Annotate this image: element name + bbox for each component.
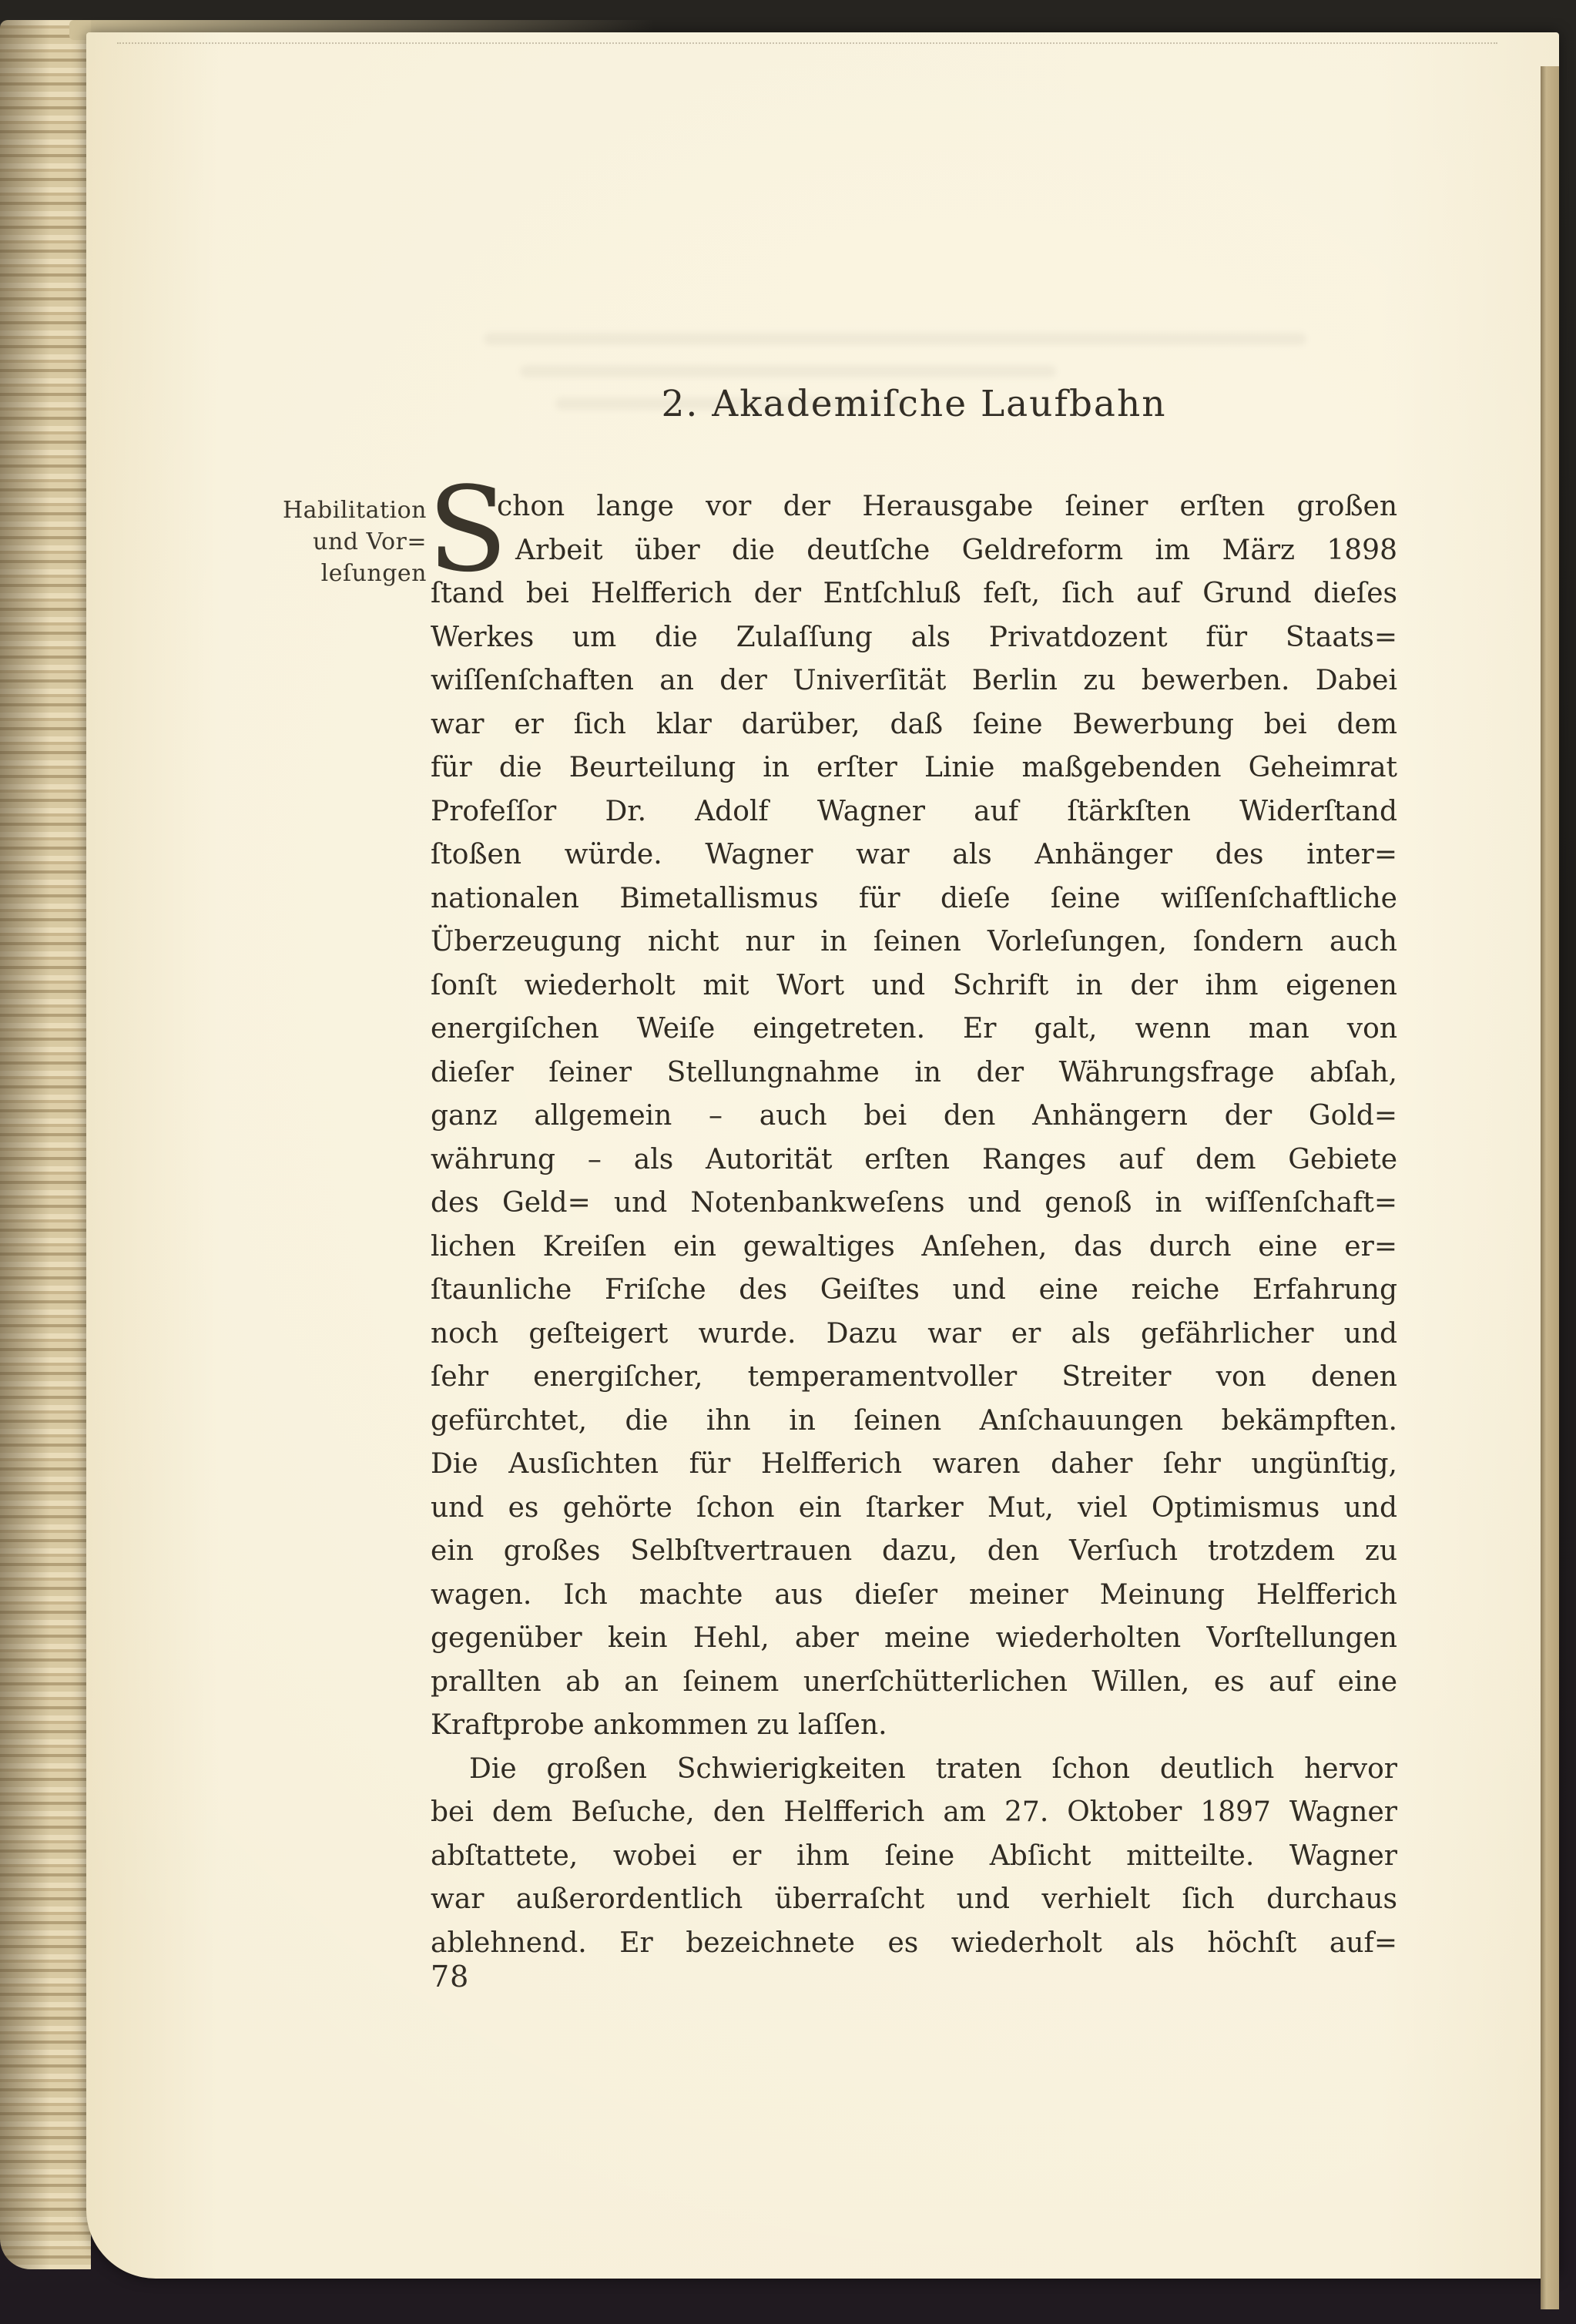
margin-note-line: leſungen xyxy=(320,560,427,587)
book-page xyxy=(86,32,1559,2279)
text-line: gegenüber kein Hehl, aber meine wiederholten Vorſtellungen xyxy=(431,1622,1397,1654)
text-line: lichen Kreiſen ein gewaltiges Anſehen, das durch eine er= xyxy=(431,1230,1397,1263)
text-line: noch geſteigert wurde. Dazu war er als gefährlicher und xyxy=(431,1317,1397,1350)
text-line: und es gehörte ſchon ein ſtarker Mut, viel Optimismus und xyxy=(431,1491,1397,1524)
text-line: Profeſſor Dr. Adolf Wagner auf ſtärkſten Widerſtand xyxy=(431,795,1397,827)
chapter-heading: 2. Akademiſche Laufbahn xyxy=(661,383,1167,425)
text-line: ein großes Selbſtvertrauen dazu, den Verſuch trotzdem zu xyxy=(431,1535,1397,1567)
text-line: energiſchen Weiſe eingetreten. Er galt, wenn man von xyxy=(431,1013,1397,1045)
text-line: ganz allgemein – auch bei den Anhängern der Gold= xyxy=(431,1100,1397,1132)
text-line: gefürchtet, die ihn in ſeinen Anſchauungen bekämpften. xyxy=(431,1404,1397,1437)
text-line: bei dem Beſuche, den Helfferich am 27. Oktober 1897 Wagner xyxy=(431,1796,1397,1828)
page-top-seam xyxy=(117,42,1497,44)
text-line: chon lange vor der Herausgabe ſeiner erſten großen xyxy=(497,491,1397,522)
text-line: wagen. Ich machte aus dieſer meiner Meinung Helfferich xyxy=(431,1578,1397,1611)
text-line: ſtaunliche Friſche des Geiſtes und eine reiche Erfahrung xyxy=(431,1274,1397,1306)
text-line: für die Beurteilung in erſter Linie maßgebenden Geheimrat xyxy=(431,752,1397,783)
text-line: Die Ausſichten für Helfferich waren daher ſehr ungünſtig, xyxy=(431,1448,1397,1480)
text-line: war er ſich klar darüber, daß ſeine Bewerbung bei dem xyxy=(431,708,1397,740)
text-line: Arbeit über die deutſche Geldreform im März 1898 xyxy=(515,534,1397,566)
text-line: dieſer ſeiner Stellungnahme in der Währungsfrage abſah, xyxy=(431,1056,1397,1088)
text-line: Kraftprobe ankommen zu laſſen. xyxy=(431,1709,887,1741)
text-line: ſonſt wiederholt mit Wort und Schrift in der ihm eigenen xyxy=(431,969,1397,1001)
text-line: abſtattete, wobei er ihm ſeine Abſicht mitteilte. Wagner xyxy=(431,1839,1397,1872)
text-line: ablehnend. Er bezeichnete es wiederholt als höchſt auf= xyxy=(431,1927,1397,1959)
paragraph-1 xyxy=(428,461,1397,1748)
text-line: ſehr energiſcher, temperamentvoller Streiter von denen xyxy=(431,1361,1397,1393)
text-line: wiſſenſchaften an der Univerſität Berlin zu bewerben. Dabei xyxy=(431,665,1397,696)
paragraph-2 xyxy=(431,1748,1397,1966)
text-line: Überzeugung nicht nur in ſeinen Vorleſungen, ſondern auch xyxy=(431,926,1397,957)
book-page-edges-left xyxy=(0,20,91,2269)
text-line: war außerordentlich überraſcht und verhielt ſich durchaus xyxy=(431,1883,1397,1915)
text-line: nationalen Bimetallismus für dieſe ſeine wiſſenſchaftliche xyxy=(431,882,1397,914)
page-number: 78 xyxy=(431,1960,470,1994)
text-line: ſtoßen würde. Wagner war als Anhänger des inter= xyxy=(431,839,1397,870)
text-line: prallten ab an ſeinem unerſchütterlichen Willen, es auf eine xyxy=(431,1665,1397,1698)
body-text xyxy=(428,461,1397,1965)
text-line: Die großen Schwierigkeiten traten ſchon deutlich hervor xyxy=(469,1752,1397,1785)
margin-note xyxy=(233,495,427,589)
book-page-edges-right xyxy=(1541,66,1559,2309)
drop-cap: S xyxy=(428,461,508,598)
margin-note-line: und Vor= xyxy=(313,528,427,555)
margin-note-line: Habilitation xyxy=(282,497,427,524)
text-line: Werkes um die Zulaſſung als Privatdozent für Staats= xyxy=(431,621,1397,653)
text-line: des Geld= und Notenbankweſens und genoß in wiſſenſchaft= xyxy=(431,1187,1397,1219)
text-line: ſtand bei Helfferich der Entſchluß feſt, ſich auf Grund dieſes xyxy=(431,578,1397,609)
text-line: währung – als Autorität erſten Ranges auf dem Gebiete xyxy=(431,1143,1397,1175)
